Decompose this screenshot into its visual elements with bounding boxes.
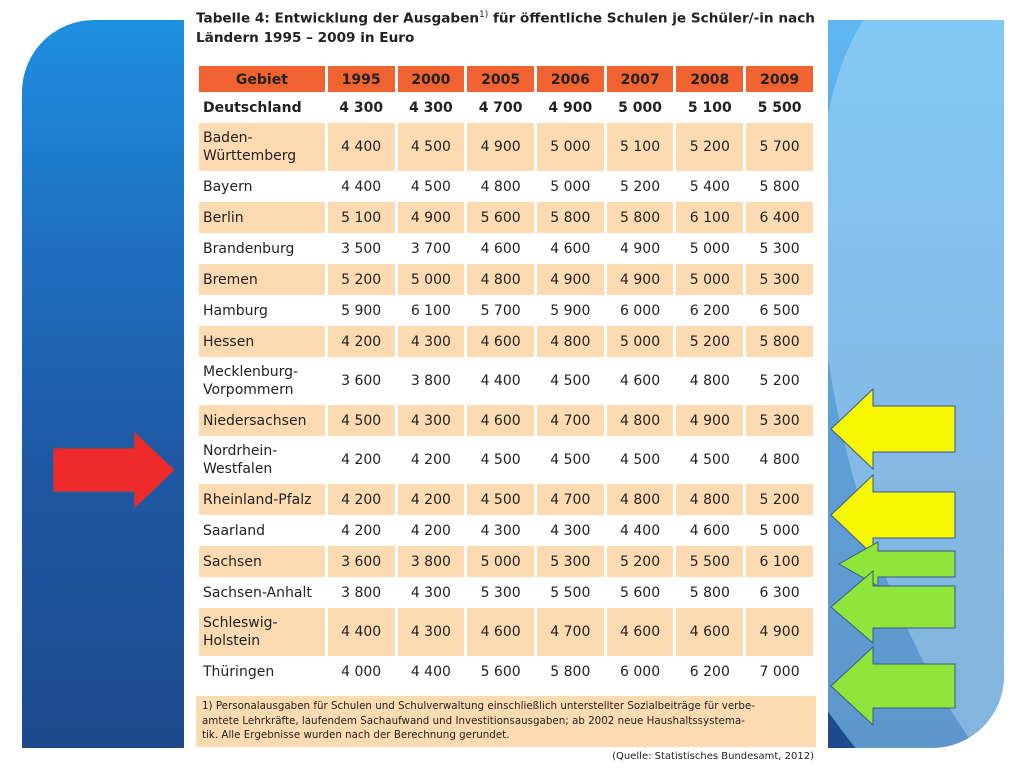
header-year: 2007	[607, 66, 674, 92]
table-body	[199, 92, 813, 687]
cell-value: 4 300	[480, 522, 521, 539]
cell-area: Baden- Württemberg	[199, 123, 325, 171]
cell-value: 5 000	[537, 123, 604, 171]
cell-value: 5 800	[746, 326, 813, 357]
cell-value: 5 200	[676, 326, 743, 357]
cell-value: 4 800	[467, 264, 534, 295]
cell-value: 5 100	[687, 99, 732, 116]
cell-area: Deutschland	[203, 99, 302, 116]
cell-value: 4 600	[467, 326, 534, 357]
cell-value: 4 900	[746, 608, 813, 656]
cell-value: 5 600	[480, 663, 521, 680]
title-text: Tabelle 4: Entwicklung der Ausgaben	[196, 10, 480, 27]
cell-value: 4 600	[689, 522, 730, 539]
cell-area: Bremen	[199, 264, 325, 295]
cell-value: 4 800	[759, 452, 800, 468]
cell-value: 5 000	[467, 546, 534, 577]
cell-value: 4 500	[480, 452, 521, 468]
table-row	[199, 326, 813, 357]
cell-area: Mecklenburg- Vorpommern	[203, 364, 299, 398]
cell-value: 4 900	[607, 264, 674, 295]
cell-value: 4 800	[689, 373, 730, 389]
cell-value: 4 300	[408, 99, 453, 116]
cell-value: 5 800	[759, 178, 800, 195]
cell-value: 4 500	[398, 123, 465, 171]
cell-value: 4 800	[537, 326, 604, 357]
header-year: 2005	[467, 66, 534, 92]
cell-value: 4 800	[480, 178, 521, 195]
cell-value: 5 300	[480, 584, 521, 601]
cell-value: 5 100	[607, 123, 674, 171]
title-text-rest: für öffentliche Schulen je Schüler/-in nach Ländern 1995 – 2009 in Euro	[196, 10, 815, 46]
cell-value: 6 400	[746, 202, 813, 233]
header-year: 1995	[328, 66, 395, 92]
cell-area: Niedersachsen	[199, 405, 325, 436]
cell-value: 5 200	[746, 484, 813, 515]
cell-value: 4 600	[467, 608, 534, 656]
cell-area: Brandenburg	[203, 240, 295, 257]
cell-value: 5 000	[607, 326, 674, 357]
cell-value: 4 500	[620, 452, 661, 468]
cell-value: 6 000	[620, 663, 661, 680]
header-year: 2006	[537, 66, 604, 92]
cell-value: 4 900	[537, 264, 604, 295]
cell-value: 6 100	[746, 546, 813, 577]
cell-value: 4 700	[537, 608, 604, 656]
cell-value: 6 200	[689, 302, 730, 319]
green-arrow-thueringen-icon	[830, 646, 956, 726]
cell-value: 6 000	[620, 302, 661, 319]
cell-area: Sachsen-Anhalt	[203, 584, 312, 601]
cell-value: 4 200	[398, 484, 465, 515]
table-row	[199, 608, 813, 656]
cell-value: 4 600	[620, 373, 661, 389]
table-row	[199, 357, 813, 405]
cell-value: 4 700	[537, 484, 604, 515]
cell-area: Thüringen	[203, 663, 275, 680]
footnote: 1) Personalausgaben für Schulen und Schulverwaltung einschließlich unterstellter Sozialbeiträge für verbe- amtete Lehrkräfte, laufendem Sachaufwand und Investitionsausgaben; ab 2002 neue Haushaltssystema- tik. Alle Ergebnisse wurden nach der Berechnung gerundet.	[196, 696, 816, 747]
cell-value: 5 200	[759, 373, 800, 389]
cell-value: 6 300	[759, 584, 800, 601]
green-arrow-sachsen-anhalt-icon	[830, 570, 956, 644]
cell-value: 4 500	[328, 405, 395, 436]
cell-value: 6 100	[676, 202, 743, 233]
data-table	[196, 66, 816, 687]
cell-value: 5 000	[689, 240, 730, 257]
cell-value: 6 500	[759, 302, 800, 319]
header-gebiet: Gebiet	[199, 66, 325, 92]
cell-value: 3 700	[410, 240, 451, 257]
cell-value: 4 400	[410, 663, 451, 680]
cell-value: 3 500	[341, 240, 382, 257]
cell-value: 3 800	[410, 373, 451, 389]
cell-area: Hessen	[199, 326, 325, 357]
cell-value: 5 700	[746, 123, 813, 171]
cell-value: 4 300	[398, 326, 465, 357]
cell-value: 5 900	[550, 302, 591, 319]
cell-area: Hamburg	[203, 302, 268, 319]
cell-value: 5 800	[537, 202, 604, 233]
cell-value: 5 000	[676, 264, 743, 295]
cell-value: 5 000	[550, 178, 591, 195]
cell-value: 5 800	[689, 584, 730, 601]
cell-value: 5 300	[537, 546, 604, 577]
table-row	[199, 171, 813, 202]
cell-value: 5 000	[759, 522, 800, 539]
cell-value: 5 500	[550, 584, 591, 601]
cell-area: Rheinland-Pfalz	[199, 484, 325, 515]
cell-area: Saarland	[203, 522, 266, 539]
table-row	[199, 546, 813, 577]
cell-value: 3 600	[328, 546, 395, 577]
cell-value: 5 200	[328, 264, 395, 295]
cell-value: 4 900	[548, 99, 593, 116]
cell-value: 7 000	[759, 663, 800, 680]
table-row	[199, 202, 813, 233]
red-arrow-nordrhein-westfalen-icon	[52, 430, 176, 510]
header-year: 2008	[676, 66, 743, 92]
cell-value: 5 800	[607, 202, 674, 233]
cell-value: 5 600	[620, 584, 661, 601]
cell-value: 4 500	[550, 373, 591, 389]
cell-value: 4 500	[550, 452, 591, 468]
table-row	[199, 484, 813, 515]
cell-value: 5 200	[676, 123, 743, 171]
title-footnote-mark: 1)	[479, 10, 489, 20]
cell-value: 4 500	[410, 178, 451, 195]
cell-value: 5 400	[689, 178, 730, 195]
cell-value: 4 300	[410, 584, 451, 601]
table-row	[199, 656, 813, 687]
cell-value: 4 600	[550, 240, 591, 257]
cell-value: 4 300	[398, 405, 465, 436]
cell-value: 4 800	[607, 484, 674, 515]
cell-value: 5 100	[328, 202, 395, 233]
table-row	[199, 92, 813, 123]
cell-area: Schleswig- Holstein	[199, 608, 325, 656]
cell-value: 4 200	[328, 484, 395, 515]
cell-area: Bayern	[203, 178, 253, 195]
yellow-arrow-niedersachsen-icon	[830, 388, 956, 470]
cell-value: 4 800	[607, 405, 674, 436]
cell-value: 4 200	[410, 452, 451, 468]
cell-value: 3 800	[398, 546, 465, 577]
cell-value: 4 300	[339, 99, 384, 116]
table-title	[196, 6, 816, 48]
cell-value: 5 600	[467, 202, 534, 233]
table-row	[199, 436, 813, 484]
cell-value: 4 300	[398, 608, 465, 656]
table-row	[199, 123, 813, 171]
cell-value: 4 900	[620, 240, 661, 257]
cell-value: 4 200	[341, 452, 382, 468]
cell-value: 5 200	[607, 546, 674, 577]
table-row	[199, 405, 813, 436]
cell-value: 5 900	[341, 302, 382, 319]
cell-value: 6 100	[410, 302, 451, 319]
cell-value: 4 400	[480, 373, 521, 389]
cell-value: 4 700	[537, 405, 604, 436]
cell-value: 3 800	[341, 584, 382, 601]
cell-value: 4 600	[480, 240, 521, 257]
cell-value: 4 600	[467, 405, 534, 436]
cell-value: 4 400	[620, 522, 661, 539]
cell-value: 5 300	[746, 405, 813, 436]
cell-value: 5 300	[746, 264, 813, 295]
cell-value: 4 200	[328, 326, 395, 357]
cell-value: 6 200	[689, 663, 730, 680]
header-year: 2009	[746, 66, 813, 92]
cell-value: 4 300	[550, 522, 591, 539]
table-row	[199, 233, 813, 264]
table-header-row	[199, 66, 813, 92]
cell-value: 5 000	[618, 99, 662, 116]
header-year: 2000	[398, 66, 465, 92]
cell-value: 5 500	[757, 99, 802, 116]
cell-value: 4 900	[398, 202, 465, 233]
cell-area: Nordrhein- Westfalen	[203, 443, 278, 477]
cell-value: 5 300	[759, 240, 800, 257]
cell-value: 4 700	[478, 99, 523, 116]
cell-value: 4 400	[328, 123, 395, 171]
cell-value: 5 700	[480, 302, 521, 319]
cell-value: 4 200	[410, 522, 451, 539]
cell-value: 4 400	[341, 178, 382, 195]
cell-value: 3 600	[341, 373, 382, 389]
table-row	[199, 577, 813, 608]
cell-area: Sachsen	[199, 546, 325, 577]
document-panel	[184, 0, 828, 768]
cell-value: 4 900	[676, 405, 743, 436]
cell-value: 5 200	[620, 178, 661, 195]
cell-value: 5 800	[550, 663, 591, 680]
cell-value: 4 800	[676, 484, 743, 515]
cell-value: 4 400	[328, 608, 395, 656]
cell-area: Berlin	[199, 202, 325, 233]
cell-value: 4 200	[341, 522, 382, 539]
cell-value: 4 600	[676, 608, 743, 656]
cell-value: 4 900	[467, 123, 534, 171]
source-citation: (Quelle: Statistisches Bundesamt, 2012)	[612, 751, 814, 762]
cell-value: 4 000	[341, 663, 382, 680]
cell-value: 5 500	[676, 546, 743, 577]
cell-value: 4 600	[607, 608, 674, 656]
table-row	[199, 295, 813, 326]
cell-value: 4 500	[467, 484, 534, 515]
table-row	[199, 515, 813, 546]
cell-value: 4 500	[689, 452, 730, 468]
table-row	[199, 264, 813, 295]
cell-value: 5 000	[398, 264, 465, 295]
